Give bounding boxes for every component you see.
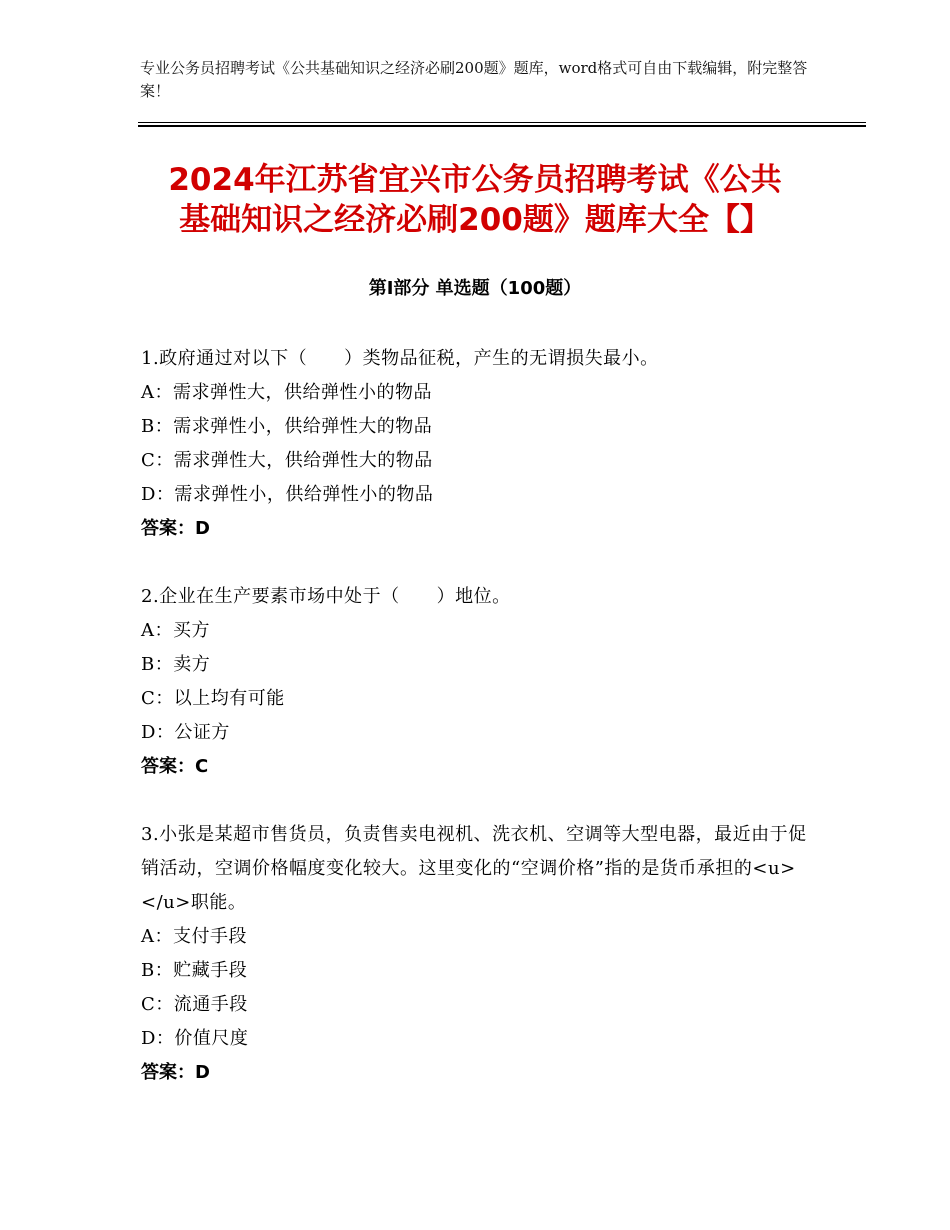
option-a: A：买方 xyxy=(141,620,210,641)
option-b: B：需求弹性小，供给弹性大的物品 xyxy=(141,416,433,437)
answer: 答案：D xyxy=(141,518,210,539)
question-3 xyxy=(141,818,870,1090)
document-title-line2: 基础知识之经济必刷200题》题库大全【】 xyxy=(179,202,771,238)
question-1 xyxy=(141,342,809,546)
question-stem: 3.小张是某超市售货员，负责售卖电视机、洗衣机、空调等大型电器，最近由于促销活动，空调价格幅度变化较大。这里变化的“空调价格”指的是货币承担的<u> </u>职能。 xyxy=(141,824,870,913)
header-divider-thick xyxy=(138,125,866,127)
answer: 答案：C xyxy=(141,756,209,777)
question-stem: 1.政府通过对以下（ ）类物品征税，产生的无谓损失最小。 xyxy=(141,348,659,369)
option-d: D：价值尺度 xyxy=(141,1028,249,1049)
header-note: 专业公务员招聘考试《公共基础知识之经济必刷200题》题库，word格式可自由下载编辑，附完整答案！ xyxy=(140,59,808,100)
option-d: D：需求弹性小，供给弹性小的物品 xyxy=(141,484,434,505)
option-a: A：需求弹性大，供给弹性小的物品 xyxy=(141,382,432,403)
answer: 答案：D xyxy=(141,1062,210,1083)
option-c: C：需求弹性大，供给弹性大的物品 xyxy=(141,450,433,471)
option-a: A：支付手段 xyxy=(141,926,247,947)
option-c: C：流通手段 xyxy=(141,994,248,1015)
question-2 xyxy=(141,580,809,784)
document-title-line1: 2024年江苏省宜兴市公务员招聘考试《公共 xyxy=(168,162,782,198)
document-title xyxy=(100,160,850,240)
option-d: D：公证方 xyxy=(141,722,230,743)
option-b: B：贮藏手段 xyxy=(141,960,248,981)
option-c: C：以上均有可能 xyxy=(141,688,285,709)
section-heading: 第Ⅰ部分 单选题（100题） xyxy=(368,278,582,299)
question-stem: 2.企业在生产要素市场中处于（ ）地位。 xyxy=(141,586,511,607)
header-divider-thin xyxy=(138,122,866,123)
option-b: B：卖方 xyxy=(141,654,211,675)
question-list xyxy=(141,342,870,1124)
